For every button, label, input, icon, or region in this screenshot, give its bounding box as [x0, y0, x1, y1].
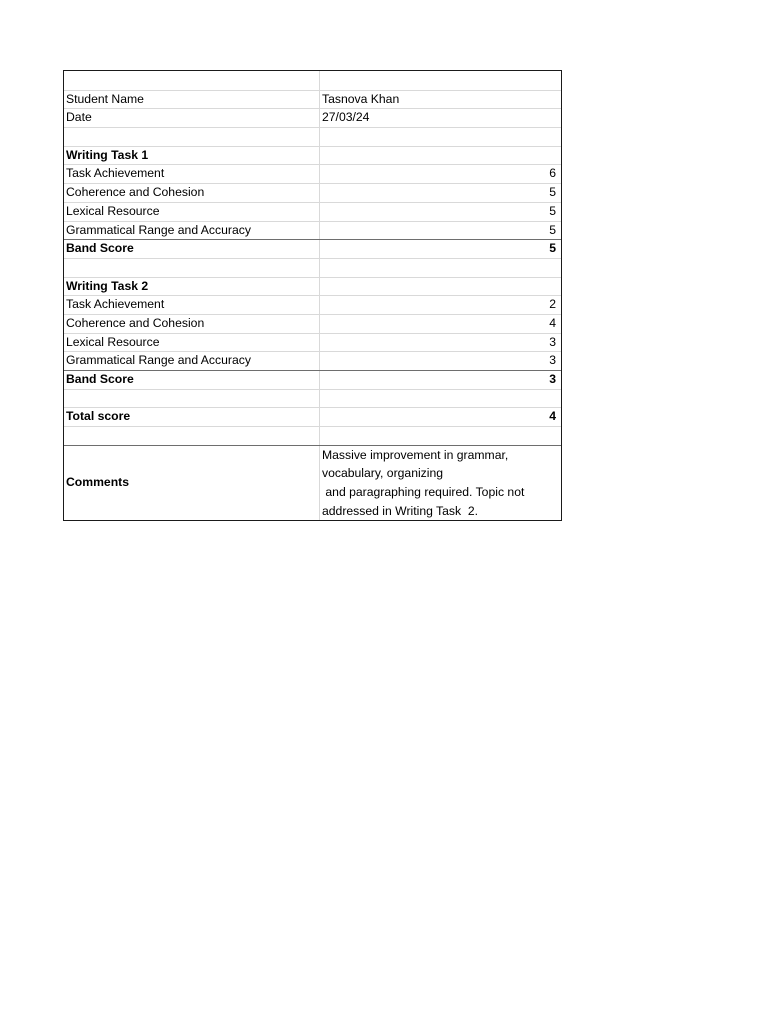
criterion-score: 3: [549, 353, 556, 368]
comments-label: Comments: [64, 446, 320, 520]
total-score-value: 4: [549, 409, 556, 424]
criterion-label: Task Achievement: [64, 165, 320, 183]
empty-cell: [320, 71, 561, 90]
comments-row: [64, 445, 561, 520]
empty-row: [64, 258, 561, 277]
task1-band-score-row: [64, 239, 561, 258]
criterion-label: Grammatical Range and Accuracy: [64, 352, 320, 370]
task2-criterion-row: [64, 351, 561, 370]
criterion-score: 5: [549, 203, 556, 218]
date-value: 27/03/24: [322, 110, 370, 125]
empty-cell: [64, 128, 320, 146]
empty-cell: [320, 147, 561, 165]
empty-cell: [320, 128, 561, 146]
criterion-score: 4: [549, 315, 556, 330]
empty-row: [64, 71, 561, 90]
empty-cell: [320, 427, 561, 445]
criterion-score: 5: [549, 222, 556, 237]
task1-title: Writing Task 1: [64, 147, 320, 165]
empty-cell: [320, 259, 561, 277]
empty-cell: [64, 259, 320, 277]
criterion-score: 5: [549, 185, 556, 200]
empty-row: [64, 127, 561, 146]
task2-header-row: [64, 277, 561, 296]
task2-band-score-row: [64, 370, 561, 389]
student-name-row: [64, 90, 561, 109]
task2-criterion-row: [64, 333, 561, 352]
empty-cell: [64, 390, 320, 408]
band-score-value: 3: [549, 372, 556, 386]
total-score-label: Total score: [64, 408, 320, 426]
band-score-value: 5: [549, 241, 556, 256]
empty-row: [64, 389, 561, 408]
date-row: [64, 108, 561, 127]
comments-text: Massive improvement in grammar, vocabulary, organizing and paragraphing required. Topic not addressed in Writing Task 2.: [322, 447, 525, 518]
criterion-label: Coherence and Cohesion: [64, 184, 320, 202]
task1-criterion-row: [64, 202, 561, 221]
empty-row: [64, 426, 561, 445]
empty-cell: [320, 390, 561, 408]
band-score-label: Band Score: [64, 371, 320, 389]
task1-criterion-row: [64, 183, 561, 202]
total-score-row: [64, 407, 561, 426]
task1-header-row: [64, 146, 561, 165]
task2-title: Writing Task 2: [64, 278, 320, 296]
criterion-label: Coherence and Cohesion: [64, 315, 320, 333]
student-name-value: Tasnova Khan: [322, 91, 400, 106]
empty-cell: [320, 278, 561, 296]
task1-criterion-row: [64, 164, 561, 183]
criterion-label: Lexical Resource: [64, 334, 320, 352]
task2-criterion-row: [64, 295, 561, 314]
criterion-score: 3: [549, 334, 556, 349]
empty-cell: [64, 427, 320, 445]
empty-cell: [64, 71, 320, 90]
criterion-label: Grammatical Range and Accuracy: [64, 222, 320, 240]
score-sheet-table: [63, 70, 562, 521]
task1-criterion-row: [64, 221, 561, 240]
criterion-score: 2: [549, 297, 556, 312]
criterion-label: Lexical Resource: [64, 203, 320, 221]
student-name-label: Student Name: [64, 91, 320, 109]
task2-criterion-row: [64, 314, 561, 333]
band-score-label: Band Score: [64, 240, 320, 258]
date-label: Date: [64, 109, 320, 127]
criterion-score: 6: [549, 166, 556, 181]
criterion-label: Task Achievement: [64, 296, 320, 314]
